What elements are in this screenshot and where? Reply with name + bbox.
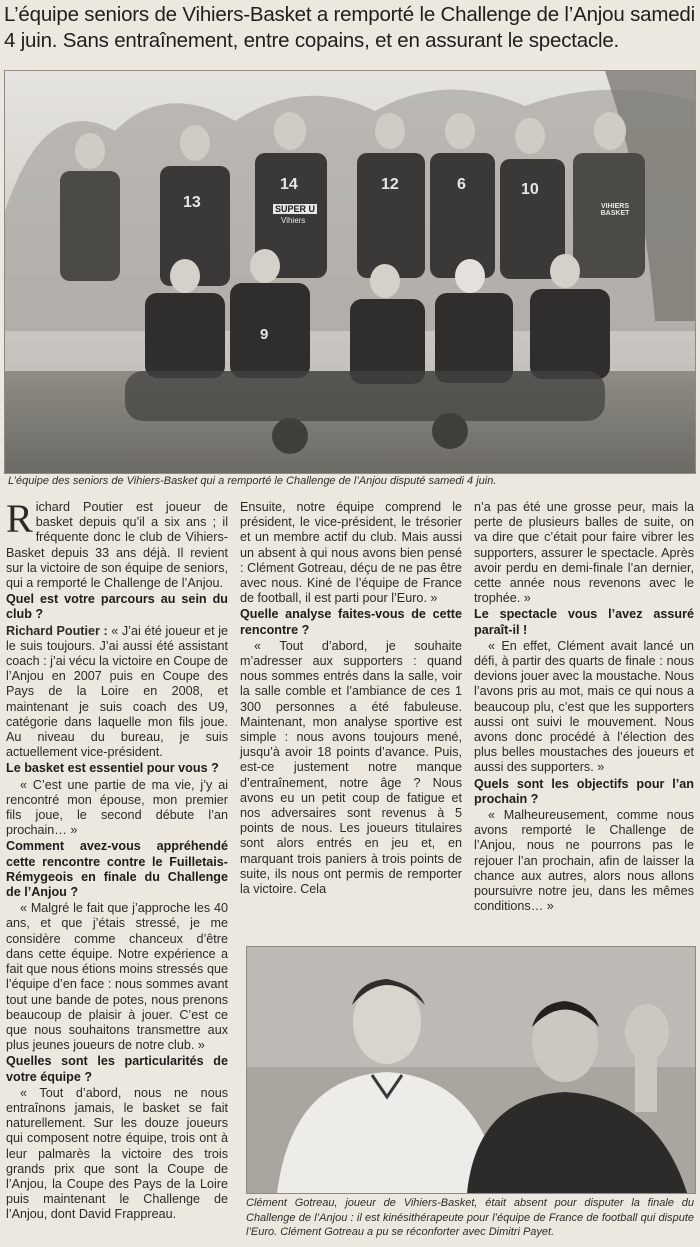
answer-4: « Tout d’abord, nous ne nous entraînons jamais, le basket se fait naturellement. Sur les douze joueurs qui composent notre équipe, trois ont à leur palmarès la victoire des trois grands prix que sont la Coupe de l’Anjou, la Coupe des Pays de la Loire puis maintenant le Challenge de l’Anjou, dont David Frappreau. [6, 1085, 228, 1222]
gotreau-payet-illustration [247, 947, 695, 1193]
drop-cap: R [6, 496, 33, 541]
jersey-number-10: 10 [521, 181, 539, 198]
jersey-number-9: 9 [260, 326, 269, 343]
answer-7: « Malheureusement, comme nous avons remporté le Challenge de l’Anjou, nous ne pourrons pas le rejouer l’an prochain, afin de laisser la chance aux autres, alors nous allons poursuivre notre jeu, dans les mêmes conditions… » [474, 808, 694, 914]
answer-3: « Malgré le fait que j’approche les 40 ans, et que j’étais stressé, je me considère comme chanceux d’être dans cette équipe. Notre expérience a fait que nous étions moins stressés que l’équipe d’en face : nous sommes avant tout une bande de potes, nous prenons beaucoup de plaisir à jouer. C’est ce que nous souhaitons transmettre aux plus jeunes joueurs de notre club. » [6, 901, 228, 1053]
gotreau-payet-photo [246, 946, 696, 1194]
answer-1-text: « J’ai été joueur et je le suis toujours. J’ai aussi été assistant coach : j’ai vécu la victoire en Coupe de l’Anjou en 2007 puis en Coupe des Pays de la Loire en 2008, et maintenant je suis coach des U9, catégorie dans laquelle mon fils joue. Au niveau du bureau, je suis actuellement vice-président. [6, 623, 229, 760]
intro-text: ichard Poutier est joueur de basket depuis qu’il a six ans ; il fréquente donc le club de Vihiers-Basket depuis 33 ans déjà. Il revient sur la victoire de son équipe de seniors, qui a remporté le Challenge de l’Anjou. [6, 500, 228, 591]
answer-5: « Tout d’abord, je souhaite m’adresser aux supporters : quand nous sommes entrés dans la salle, voir la salle comble et l’ambiance de ces 1 300 personnes a été fabuleuse. Maintenant, mon analyse sportive est simple : nous avons toujours mené, jusqu’à avoir 18 points d’avance. Puis, est-ce justement notre manque d’entraînement, notre âge ? Nous avons eu un petit coup de fatigue et nos adversaires sont revenus à 5 points de nous. Les joueurs titulaires sont alors entrés en jeu et, en marquant trois paniers à trois points de suite, ils nous ont permis de remporter la victoire. Cela [240, 638, 462, 897]
question-2: Le basket est essentiel pour vous ? [6, 761, 219, 776]
sponsor-sub-label: Vihiers [281, 216, 306, 225]
question-1: Quel est votre parcours au sein du club ? [6, 592, 228, 622]
jersey-number-12: 12 [381, 176, 399, 193]
article-column-1 [6, 496, 229, 1223]
answer-6: « En effet, Clément avait lancé un défi, à partir des quarts de finale : nous devions jouer avec la moustache. Nous l’avons pris au mot, mais ce qui nous a beaucoup plu, c’est que les supporters aussi ont suivi le mouvement. Nous avons donc procédé à l’élection des plus belles moustaches des joueurs et aussi des supporters. » [474, 638, 694, 775]
question-6: Le spectacle vous l’avez assuré paraît-il ! [474, 607, 694, 637]
club-shirt-label: VIHIERS BASKET [600, 203, 630, 217]
jersey-number-6: 6 [457, 176, 466, 193]
question-5: Quelle analyse faites-vous de cette rencontre ? [240, 607, 462, 637]
jersey-number-14: 14 [280, 176, 298, 193]
article-headline: L’équipe seniors de Vihiers-Basket a remporté le Challenge de l’Anjou samedi 4 juin. Sans entraînement, entre copains, et en assurant le spectacle. [4, 3, 695, 52]
question-7: Quels sont les objectifs pour l’an prochain ? [474, 776, 694, 806]
article-column-2 [240, 500, 462, 897]
question-3: Comment avez-vous appréhendé cette rencontre contre le Fuilletais-Rémygeois en finale du Challenge de l’Anjou ? [6, 839, 228, 900]
question-4: Quelles sont les particularités de votre équipe ? [6, 1054, 228, 1084]
col2-paragraph: Ensuite, notre équipe comprend le président, le vice-président, le trésorier et un membre actif du club. Mais aussi un absent à qui nous avons bien pensé : Clément Gotreau, déçu de ne pas être avec nous. Kiné de l’équipe de France de football, il est parti pour l’Euro. » [240, 500, 462, 606]
answer-1 [6, 624, 228, 761]
team-photo-caption: L’équipe des seniors de Vihiers-Basket qui a remporté le Challenge de l’Anjou disputé samedi 4 juin. [8, 475, 497, 487]
article-column-3 [474, 500, 694, 914]
speaker-name: Richard Poutier : [6, 623, 108, 638]
col3-paragraph: n’a pas été une grosse peur, mais la perte de plusieurs balles de suite, on va dire que c’était pour faire vibrer les supporters, assurer le spectacle. Après avoir perdu en demi-finale l’an dernier, cette année nous revenons avec le trophée. » [474, 500, 694, 606]
team-photo [4, 70, 696, 474]
team-photo-illustration [5, 71, 695, 473]
intro-paragraph [6, 496, 228, 591]
answer-2: « C’est une partie de ma vie, j’y ai rencontré mon épouse, mon premier fils joue, le second débute l’an prochain… » [6, 777, 228, 838]
jersey-number-13: 13 [183, 194, 201, 211]
sponsor-label: SUPER U [275, 204, 316, 214]
second-photo-caption: Clément Gotreau, joueur de Vihiers-Basket, était absent pour disputer la finale du Challenge de l’Anjou : il est kinésithérapeute pour l’équipe de France de football qui dispute l’Euro. Clément Gotreau a pu se réconforter avec Dimitri Payet. [246, 1197, 694, 1238]
